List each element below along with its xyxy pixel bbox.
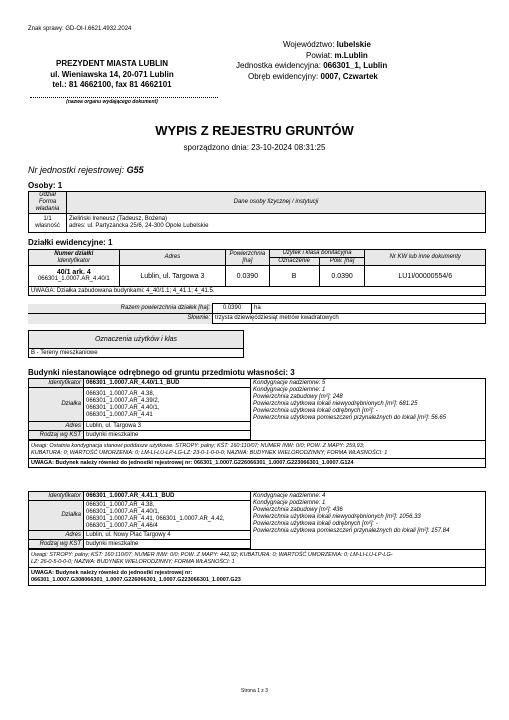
b1-stat-floors-above: Kondygnacje nadziemne: 5: [253, 380, 326, 386]
area-in-words: trzysta dziewięćdziesiąt metrów kwadratowych: [213, 314, 486, 324]
b2-notes: Uwagi: STROPY: palny; KŚT: 160:110/07; NUMER INW: 0/0; POW. Z MAPY: 442,92; KUBATURA: 0; WARTOŚĆ UMORZENIA: 0; LM-LI-LU-LP-LG- LZ: 26-0-5-0-0-0; NAZWA: BUDYNEK WIELORODZINNY; FORMA WŁASNOŚCI: 1: [29, 550, 486, 568]
parcel-number: 40/1 ark. 4 066301_1.0007.AR_4.40/1: [29, 266, 120, 287]
uses-item: B - Tereny mieszkaniowe: [29, 349, 244, 358]
b2-kind: budynki mieszkalne: [84, 540, 251, 549]
office-divider: [30, 97, 218, 98]
parcel-use-area: 0.0390: [319, 266, 365, 287]
b2-warning: UWAGA: Budynek należy również do jednostki rejestrowej nr: 066301_1.0007.G308066301_1.0007.G226066301_1.0007.G223066301_1.0007.G23: [29, 568, 486, 586]
district: 0007, Czwartek: [320, 71, 378, 81]
office-name: PREZYDENT MIASTA LUBLIN: [56, 59, 168, 68]
total-area: 0.0390: [213, 304, 252, 314]
b1-stat-unseparated: Powierzchnia użytkowa lokali niewyodrębnionych [m²]: 681.25: [253, 401, 418, 407]
parcels-header-symbol: Oznaczenie: [269, 258, 319, 266]
office-phone: tel.: 81 4662100, fax 81 4662101: [52, 80, 172, 89]
owner-person: Zieliński Ireneusz (Tadeusz, Bożena) adres: ul. Partyzancka 25/6, 24-300 Opole Lubelskie: [67, 214, 486, 233]
county: m.Lublin: [334, 50, 368, 60]
county-label: Powiat:: [306, 50, 333, 60]
b1-notes: Uwagi: Ostatnia kondygnacja stanowi poddasze użytkowe. STROPY: palny; KŚT: 160:110/07; NUMER INW: 0/0; POW. Z MAPY: 259,93; KUBATURA: 0; WARTOŚĆ UMORZENIA: 0; LM-LI-LU-LP-LG-LZ: 23-0-1-0-0-0; NAZWA: BUDYNEK WIELORODZINNY; FORMA WŁASNOŚCI: 1: [29, 441, 486, 459]
b2-id: 066301_1.0007.AR_4.41.1_BUD: [84, 492, 251, 501]
parcels-header-number: Numer działki Identyfikator: [29, 250, 120, 266]
b2-stat-separate: Powierzchnia użytkowa lokali odrębnych [m²]: -: [253, 521, 378, 527]
b2-kind-label: Rodzaj wg KŚT: [29, 540, 84, 549]
b2-stat-floors-above: Kondygnacje nadziemne: 4: [253, 493, 326, 499]
owner-share: 1/1 własność: [29, 214, 67, 233]
parcels-header-kw: Nr KW lub inne dokumenty: [365, 250, 486, 266]
register-number-line: [28, 165, 144, 175]
b2-address-label: Adres: [29, 531, 84, 540]
parcel-use-symbol: B: [269, 266, 319, 287]
b1-stats: [251, 379, 486, 441]
page-number: Strona 1 z 3: [241, 688, 268, 694]
parcels-header-area: Powierzchnia [ha]: [226, 250, 269, 266]
b1-stat-separate: Powierzchnia użytkowa lokali odrębnych [m²]: -: [253, 408, 378, 414]
b1-parcels: 066301_1.0007.AR_4.38, 066301_1.0007.AR_4.39/2, 066301_1.0007.AR_4.40/1, 066301_1.0007.AR_4.41: [84, 388, 251, 422]
unit-label: Jednostka ewidencyjna:: [236, 61, 321, 70]
b1-id-label: Identyfikator: [29, 379, 84, 388]
parcel-address: Lublin, ul. Targowa 3: [119, 266, 226, 287]
b1-warning: UWAGA: Budynek należy również do jednostki rejestrowej nr: 066301_1.0007.G226066301_1.0007.G223066301_1.0007.G124: [29, 459, 486, 468]
voivodeship: lubelskie: [336, 40, 371, 49]
owners-header-share: Udział Forma władania: [29, 192, 67, 214]
b1-kind: budynki mieszkalne: [84, 431, 251, 440]
area-in-words-label: Słownie:: [28, 314, 213, 324]
b1-address-label: Adres: [29, 422, 84, 431]
location-lines: [236, 40, 509, 82]
register-number: G55: [126, 165, 144, 175]
total-area-unit: ha: [252, 304, 486, 314]
b1-stat-floors-below: Kondygnacje podziemne: 1: [253, 387, 326, 393]
parcels-heading: Działki ewidencyjne: 1: [28, 238, 113, 247]
voivodeship-label: Województwo:: [283, 40, 335, 49]
building-1-table: [28, 378, 486, 468]
parcel-area: 0.0390: [226, 266, 269, 287]
district-label: Obręb ewidencyjny:: [248, 71, 319, 81]
b1-address: Lublin, ul. Targowa 3: [84, 422, 251, 431]
b2-stat-built-area: Powierzchnia zabudowy [m²]: 436: [253, 507, 343, 513]
b2-parcels-label: Działka: [29, 501, 84, 531]
owners-table: [28, 191, 486, 233]
office-caption: (nazwa organu wydającego dokument): [66, 99, 158, 105]
b1-parcels-label: Działka: [29, 388, 84, 422]
b1-id: 066301_1.0007.AR_4.40/1.1_BUD: [84, 379, 251, 388]
b2-stat-appurtenant: Powierzchnia użytkowa pomieszczeń przynależnych do lokali [m²]: 157.84: [253, 528, 450, 534]
owners-header-person: Dane osoby fizycznej / instytucji: [67, 192, 486, 214]
case-number: Znak sprawy: GD-OI-I.6621.4932.2024: [28, 26, 132, 32]
b2-stat-unseparated: Powierzchnia użytkowa lokali niewyodrębnionych [m²]: 1056.33: [253, 514, 421, 520]
parcels-header-use-area: Pow. [ha]: [319, 258, 365, 266]
office-address: ul. Wieniawska 14, 20-071 Lublin: [50, 69, 174, 79]
parcel-kw: LU1I/00000554/6: [365, 266, 486, 287]
b1-stat-appurtenant: Powierzchnia użytkowa pomieszczeń przynależnych do lokali [m²]: 56.65: [253, 415, 447, 421]
parcels-header-use: Użytek i klasa bonitacyjna: [269, 250, 365, 258]
b2-parcels: 066301_1.0007.AR_4.38, 066301_1.0007.AR_4.40/1, 066301_1.0007.AR_4.41, 066301_1.0007.AR_4.42, 066301_1.0007.AR_4.46/4: [84, 501, 251, 531]
b1-stat-built-area: Powierzchnia zabudowy [m²]: 248: [253, 394, 343, 400]
parcel-note: UWAGA: Działka zabudowana budynkami: 4_40/1.1; 4_41.1; 4_41.5.: [29, 287, 486, 296]
b2-address: Lublin, ul. Nowy Plac Targowy 4: [84, 531, 251, 540]
document-title: WYPIS Z REJESTRU GRUNTÓW: [155, 123, 354, 138]
parcels-table: [28, 249, 486, 296]
date-line: sporządzono dnia: 23-10-2024 08:31:25: [183, 143, 326, 152]
b2-stats: [251, 492, 486, 550]
parcels-header-address: Adres: [119, 250, 226, 266]
parcels-total-table: [28, 303, 486, 324]
buildings-heading: Budynki niestanowiące odrębnego od gruntu przedmiotu własności: 3: [28, 368, 295, 377]
unit: 066301_1, Lublin: [323, 61, 388, 70]
uses-heading: Oznaczenia użytków i klas: [29, 331, 244, 349]
building-2-table: [28, 491, 486, 586]
register-label: Nr jednostki rejestrowej:: [28, 165, 125, 175]
b1-kind-label: Rodzaj wg KŚT: [29, 431, 84, 440]
b2-stat-floors-below: Kondygnacje podziemne: 1: [253, 500, 326, 506]
uses-table: [28, 330, 244, 358]
owners-heading: Osoby: 1: [28, 181, 63, 190]
total-area-label: Razem powierzchnia działek [ha]:: [28, 304, 213, 314]
b2-id-label: Identyfikator: [29, 492, 84, 501]
office-block: [36, 59, 188, 91]
